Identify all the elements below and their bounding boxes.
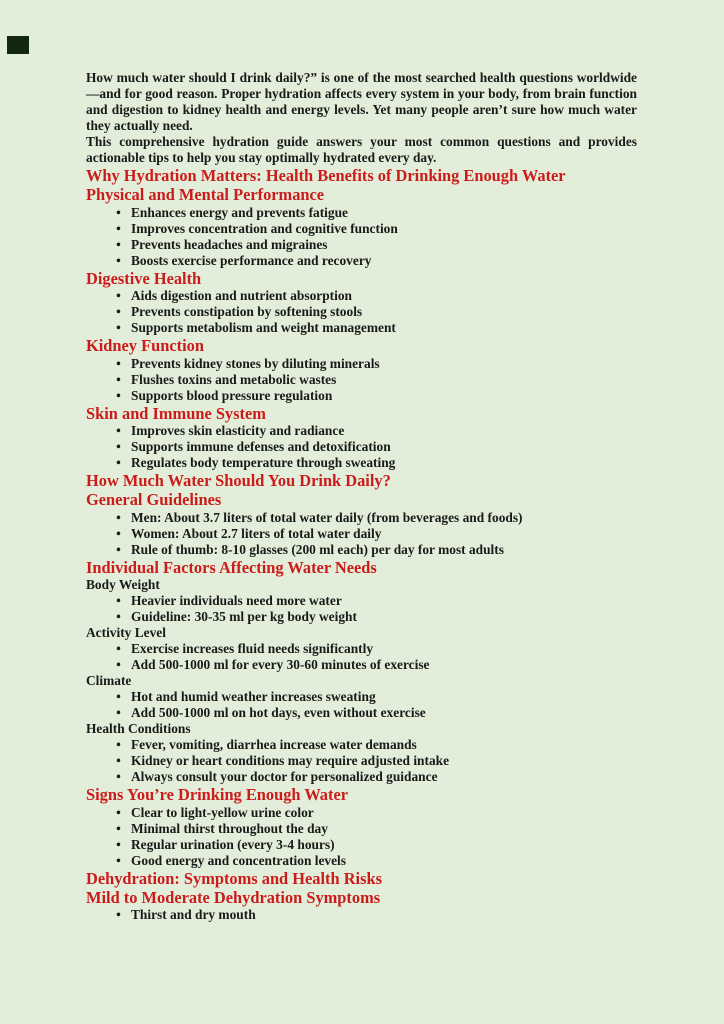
bullet-text: Good energy and concentration levels [131, 852, 346, 868]
bullet-dot-icon: • [116, 423, 121, 439]
section-heading: Why Hydration Matters: Health Benefits of Drinking Enough Water [86, 166, 566, 185]
bullet-dot-icon: • [116, 804, 121, 820]
bullet-item [86, 837, 637, 853]
bullet-text: Regular urination (every 3-4 hours) [131, 836, 335, 852]
bullet-dot-icon: • [116, 252, 121, 268]
bullet-item [86, 304, 637, 320]
bullet-list [86, 593, 637, 625]
bullet-item [86, 689, 637, 705]
bullet-item [86, 372, 637, 388]
bullet-item [86, 510, 637, 526]
bullet-dot-icon: • [116, 355, 121, 371]
bullet-item [86, 455, 637, 471]
bullet-text: Hot and humid weather increases sweating [131, 689, 376, 705]
bullet-text: Improves skin elasticity and radiance [131, 423, 345, 439]
bullet-item [86, 705, 637, 721]
bullet-dot-icon: • [116, 609, 121, 625]
bullet-item [86, 526, 637, 542]
section-heading: How Much Water Should You Drink Daily? [86, 471, 391, 491]
bullet-text: Boosts exercise performance and recovery [131, 252, 372, 268]
article-content [86, 70, 637, 923]
bullet-text: Minimal thirst throughout the day [131, 820, 328, 836]
bullet-text: Rule of thumb: 8-10 glasses (200 ml each) per day for most adults [131, 541, 504, 557]
bullet-text: Prevents constipation by softening stools [131, 304, 363, 320]
bullet-text: Clear to light-yellow urine color [131, 804, 314, 820]
bullet-text: Heavier individuals need more water [131, 593, 342, 609]
bullet-text: Improves concentration and cognitive function [131, 220, 398, 236]
bullet-dot-icon: • [116, 236, 121, 252]
bullet-list [86, 205, 637, 269]
bullet-item [86, 593, 637, 609]
bullet-dot-icon: • [116, 641, 121, 657]
bullet-item [86, 388, 637, 404]
bullet-dot-icon: • [116, 852, 121, 868]
bullet-dot-icon: • [116, 204, 121, 220]
bullet-dot-icon: • [116, 541, 121, 557]
bullet-item [86, 657, 637, 673]
section-heading: Skin and Immune System [86, 403, 266, 423]
section-heading: Physical and Mental Performance [86, 185, 325, 205]
bullet-text: Thirst and dry mouth [131, 907, 256, 923]
section-heading: Individual Factors Affecting Water Needs [86, 557, 377, 577]
bullet-list [86, 737, 637, 785]
bullet-dot-icon: • [116, 836, 121, 852]
bullet-dot-icon: • [116, 320, 121, 336]
section-heading: Dehydration: Symptoms and Health Risks [86, 868, 382, 888]
bullet-text: Add 500-1000 ml on hot days, even without exercise [131, 705, 426, 721]
bullet-item [86, 737, 637, 753]
bullet-text: Men: About 3.7 liters of total water daily (from beverages and foods) [131, 509, 523, 525]
bullet-list [86, 805, 637, 869]
bullet-list [86, 641, 637, 673]
bullet-dot-icon: • [116, 439, 121, 455]
bullet-text: Enhances energy and prevents fatigue [131, 204, 348, 220]
bullet-list [86, 288, 637, 336]
bullet-list [86, 356, 637, 404]
bullet-item [86, 423, 637, 439]
bullet-item [86, 769, 637, 785]
bullet-item [86, 320, 637, 336]
bullet-dot-icon: • [116, 525, 121, 541]
bullet-dot-icon: • [116, 455, 121, 471]
bullet-dot-icon: • [116, 593, 121, 609]
bullet-item [86, 253, 637, 269]
bullet-text: Always consult your doctor for personalized guidance [131, 769, 438, 785]
bullet-dot-icon: • [116, 753, 121, 769]
bullet-dot-icon: • [116, 220, 121, 236]
corner-marker [7, 36, 29, 54]
bullet-text: Aids digestion and nutrient absorption [131, 288, 352, 304]
bullet-item [86, 439, 637, 455]
section-heading: Mild to Moderate Dehydration Symptoms [86, 888, 381, 908]
sub-heading: Activity Level [86, 625, 166, 641]
bullet-item [86, 237, 637, 253]
sub-heading: Climate [86, 673, 132, 689]
bullet-list [86, 510, 637, 558]
bullet-text: Add 500-1000 ml for every 30-60 minutes of exercise [131, 657, 430, 673]
intro-paragraph: This comprehensive hydration guide answers your most common questions and provides actionable tips to help you stay optimally hydrated every day. [86, 134, 637, 165]
bullet-text: Guideline: 30-35 ml per kg body weight [131, 609, 357, 625]
bullet-text: Flushes toxins and metabolic wastes [131, 371, 337, 387]
bullet-item [86, 609, 637, 625]
bullet-dot-icon: • [116, 304, 121, 320]
bullet-item [86, 805, 637, 821]
bullet-item [86, 356, 637, 372]
bullet-dot-icon: • [116, 509, 121, 525]
bullet-item [86, 205, 637, 221]
sub-heading: Health Conditions [86, 721, 191, 737]
bullet-list [86, 907, 637, 923]
bullet-text: Fever, vomiting, diarrhea increase water demands [131, 737, 417, 753]
bullet-text: Exercise increases fluid needs significantly [131, 641, 374, 657]
bullet-list [86, 689, 637, 721]
bullet-text: Prevents kidney stones by diluting minerals [131, 355, 380, 371]
bullet-dot-icon: • [116, 371, 121, 387]
bullet-text: Women: About 2.7 liters of total water daily [131, 525, 382, 541]
section-heading: General Guidelines [86, 490, 222, 510]
bullet-item [86, 907, 637, 923]
intro-paragraph: How much water should I drink daily?” is one of the most searched health questions worldwide—and for good reason. Proper hydration affects every system in your body, from brain function and digestion to kidney health and energy levels. Yet many people aren’t sure how much water they actually need. [86, 70, 637, 133]
bullet-item [86, 821, 637, 837]
bullet-text: Kidney or heart conditions may require adjusted intake [131, 753, 450, 769]
bullet-item [86, 853, 637, 869]
section-heading: Kidney Function [86, 336, 204, 356]
bullet-dot-icon: • [116, 689, 121, 705]
bullet-text: Supports immune defenses and detoxification [131, 439, 391, 455]
bullet-text: Supports metabolism and weight management [131, 320, 396, 336]
bullet-item [86, 641, 637, 657]
section-heading: Signs You’re Drinking Enough Water [86, 785, 349, 805]
bullet-dot-icon: • [116, 705, 121, 721]
bullet-dot-icon: • [116, 769, 121, 785]
bullet-item [86, 542, 637, 558]
bullet-text: Prevents headaches and migraines [131, 236, 328, 252]
bullet-dot-icon: • [116, 820, 121, 836]
bullet-item [86, 753, 637, 769]
bullet-text: Supports blood pressure regulation [131, 387, 333, 403]
sub-heading: Body Weight [86, 577, 160, 593]
bullet-dot-icon: • [116, 387, 121, 403]
bullet-list [86, 423, 637, 471]
bullet-dot-icon: • [116, 657, 121, 673]
bullet-text: Regulates body temperature through sweating [131, 455, 396, 471]
bullet-item [86, 221, 637, 237]
bullet-item [86, 288, 637, 304]
bullet-dot-icon: • [116, 907, 121, 923]
section-heading: Digestive Health [86, 268, 202, 288]
bullet-dot-icon: • [116, 737, 121, 753]
bullet-dot-icon: • [116, 288, 121, 304]
